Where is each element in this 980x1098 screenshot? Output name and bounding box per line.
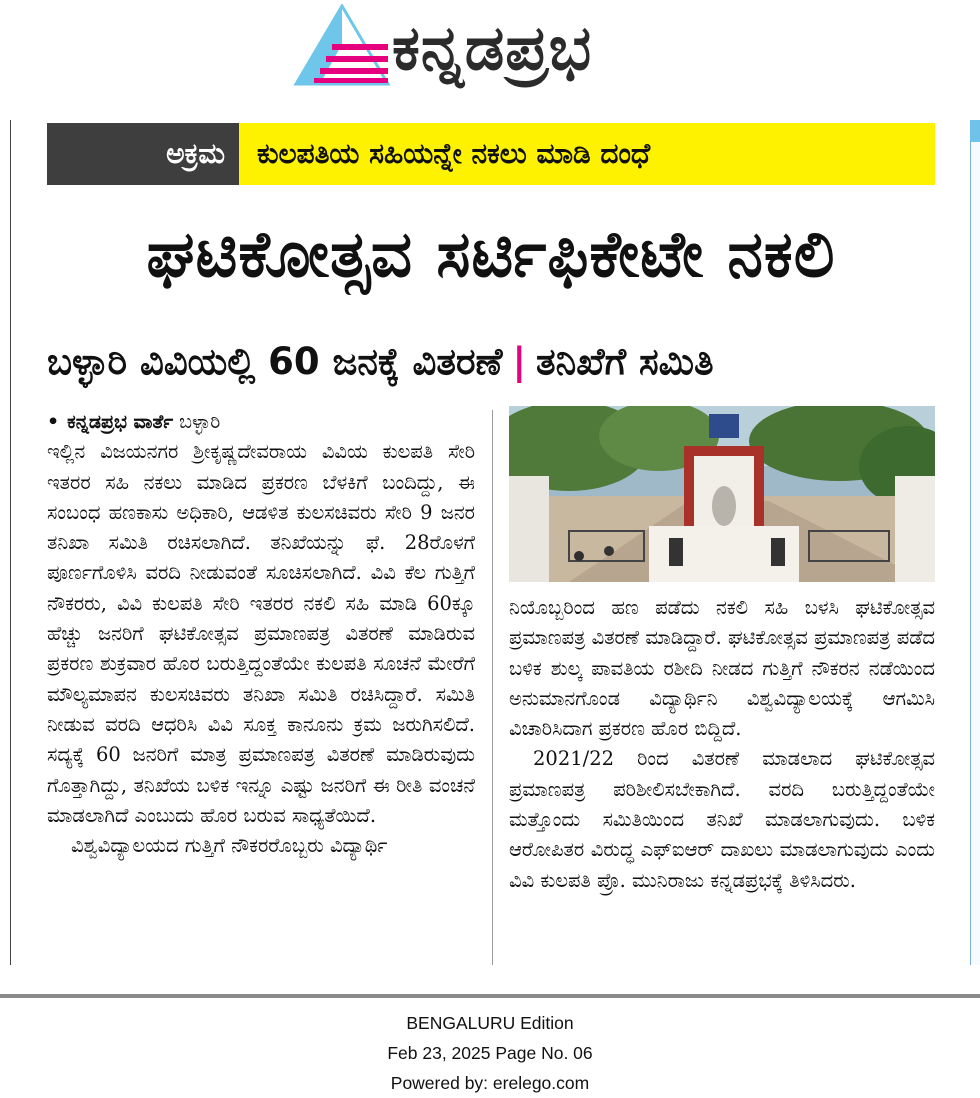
- footer-date-page: Feb 23, 2025 Page No. 06: [387, 1043, 593, 1063]
- kicker-bar: [47, 123, 935, 185]
- footer-edition: BENGALURU Edition: [406, 1013, 574, 1033]
- subhead-separator: |: [512, 340, 526, 383]
- page-frame-left: [10, 120, 11, 965]
- footer-rule: [0, 994, 980, 998]
- page-frame-right: [970, 120, 980, 965]
- byline-place: ಬಳ್ಳಾರಿ: [179, 411, 221, 433]
- column-divider: [492, 410, 493, 965]
- article-column-right: [509, 593, 935, 896]
- article-paragraph: ಇಲ್ಲಿನ ವಿಜಯನಗರ ಶ್ರೀಕೃಷ್ಣದೇವರಾಯ ವಿವಿಯ ಕುಲಪತಿ ಸೇರಿ ಇತರರ ಸಹಿ ನಕಲು ಮಾಡಿದ ಪ್ರಕರಣ ಬೆಳಕಿಗೆ ಬಂದಿದ್ದು, ಈ ಸಂಬಂಧ ಹಣಕಾಸು ಅಧಿಕಾರಿ, ಆಡಳಿತ ಕುಲಸಚಿವರು ಸೇರಿ 9 ಜನರ ತನಿಖಾ ಸಮಿತಿ ರಚಿಸಲಾಗಿದೆ. ತನಿಖೆಯನ್ನು ಫೆ. 28ರೊಳಗೆ ಪೂರ್ಣಗೊಳಿಸಿ ವರದಿ ನೀಡುವಂತೆ ಸೂಚಿಸಲಾಗಿದೆ. ವಿವಿ ಕೆಲ ಗುತ್ತಿಗೆ ನೌಕರರು, ವಿವಿ ಕುಲಪತಿ ಸೇರಿ ಇತರರ ನಕಲಿ ಸಹಿ ಮಾಡಿ 60ಕ್ಕೂ ಹೆಚ್ಚು ಜನರಿಗೆ ಘಟಿಕೋತ್ಸವ ಪ್ರಮಾಣಪತ್ರ ವಿತರಣೆ ಮಾಡಿರುವ ಪ್ರಕರಣ ಶುಕ್ರವಾರ ಹೊರ ಬರುತ್ತಿದ್ದಂತೆಯೇ ಕುಲಪತಿ ಸೂಚನೆ ಮೇರೆಗೆ ಮೌಲ್ಯಮಾಪನ ಕುಲಸಚಿವರು ತನಿಖಾ ಸಮಿತಿ ರಚಿಸಿದ್ದಾರೆ. ಸಮಿತಿ ನೀಡುವ ವರದಿ ಆಧರಿಸಿ ವಿವಿ ಸೂಕ್ತ ಕಾನೂನು ಕ್ರಮ ಜರುಗಿಸಲಿದೆ. ಸದ್ಯಕ್ಕೆ 60 ಜನರಿಗೆ ಮಾತ್ರ ಪ್ರಮಾಣಪತ್ರ ವಿತರಣೆ ಮಾಡಿರುವುದು ಗೊತ್ತಾಗಿದ್ದು, ತನಿಖೆಯ ಬಳಿಕ ಇನ್ನೂ ಎಷ್ಟು ಜನರಿಗೆ ಈ ರೀತಿ ವಂಚನೆ ಮಾಡಲಾಗಿದೆ ಎಂಬುದು ಹೊರ ಬರುವ ಸಾಧ್ಯತೆಯಿದೆ.: [47, 440, 475, 827]
- university-gate-photo: [509, 406, 935, 582]
- article-column-left: [47, 407, 475, 861]
- subhead-left: ಬಳ್ಳಾರಿ ವಿವಿಯಲ್ಲಿ 60 ಜನಕ್ಕೆ ವಿತರಣೆ: [47, 340, 503, 383]
- photo-illustration: [509, 406, 935, 582]
- subhead-right: ತನಿಖೆಗೆ ಸಮಿತಿ: [536, 340, 714, 383]
- footer-powered-by[interactable]: Powered by: erelego.com: [390, 1073, 590, 1093]
- footer: [0, 1008, 980, 1098]
- masthead: [0, 0, 980, 110]
- article-paragraph: ವಿಶ್ವವಿದ್ಯಾಲಯದ ಗುತ್ತಿಗೆ ನೌಕರರೊಬ್ಬರು ವಿದ್ಯಾರ್ಥಿ: [71, 834, 388, 858]
- kicker-text: ಕುಲಪತಿಯ ಸಹಿಯನ್ನೇ ನಕಲು ಮಾಡಿ ದಂಧೆ: [239, 123, 935, 185]
- byline-source: ಕನ್ನಡಪ್ರಭ ವಾರ್ತೆ: [67, 411, 174, 433]
- brand-name: ಕನ್ನಡಪ್ರಭ: [392, 11, 593, 84]
- subhead: [47, 327, 935, 397]
- article-paragraph: 2021/22 ರಿಂದ ವಿತರಣೆ ಮಾಡಲಾದ ಘಟಿಕೋತ್ಸವ ಪ್ರಮಾಣಪತ್ರ ಪರಿಶೀಲಿಸಬೇಕಾಗಿದೆ. ವರದಿ ಬರುತ್ತಿದ್ದಂತೆಯೇ ಮತ್ತೊಂದು ಸಮಿತಿಯಿಂದ ತನಿಖೆ ಮಾಡಲಾಗುವುದು. ಬಳಿಕ ಆರೋಪಿತರ ವಿರುದ್ಧ ಎಫ್‌ಐಆರ್ ದಾಖಲು ಮಾಡಲಾಗುವುದು ಎಂದು ವಿವಿ ಕುಲಪತಿ ಪ್ರೊ. ಮುನಿರಾಜು ಕನ್ನಡಪ್ರಭಕ್ಕೆ ತಿಳಿಸಿದರು.: [509, 747, 935, 892]
- kicker-tag: ಅಕ್ರಮ: [47, 123, 239, 185]
- byline-bullet: •: [47, 411, 60, 433]
- headline: ಘಟಿಕೋತ್ಸವ ಸರ್ಟಿಫಿಕೇಟೇ ನಕಲಿ: [146, 218, 836, 292]
- byline: [47, 407, 475, 437]
- article-paragraph: ನಿಯೊಬ್ಬರಿಂದ ಹಣ ಪಡೆದು ನಕಲಿ ಸಹಿ ಬಳಸಿ ಘಟಿಕೋತ್ಸವ ಪ್ರಮಾಣಪತ್ರ ವಿತರಣೆ ಮಾಡಿದ್ದಾರೆ. ಘಟಿಕೋತ್ಸವ ಪ್ರಮಾಣಪತ್ರ ಪಡೆದ ಬಳಿಕ ಶುಲ್ಕ ಪಾವತಿಯ ರಶೀದಿ ನೀಡದ ಗುತ್ತಿಗೆ ನೌಕರನ ನಡೆಯಿಂದ ಅನುಮಾನಗೊಂಡ ವಿದ್ಯಾರ್ಥಿನಿ ವಿಶ್ವವಿದ್ಯಾಲಯಕ್ಕೆ ಆಗಮಿಸಿ ವಿಚಾರಿಸಿದಾಗ ಪ್ರಕರಣ ಹೊರ ಬಿದ್ದಿದೆ.: [509, 596, 935, 741]
- stacked-triangle-logo-icon: [290, 4, 395, 86]
